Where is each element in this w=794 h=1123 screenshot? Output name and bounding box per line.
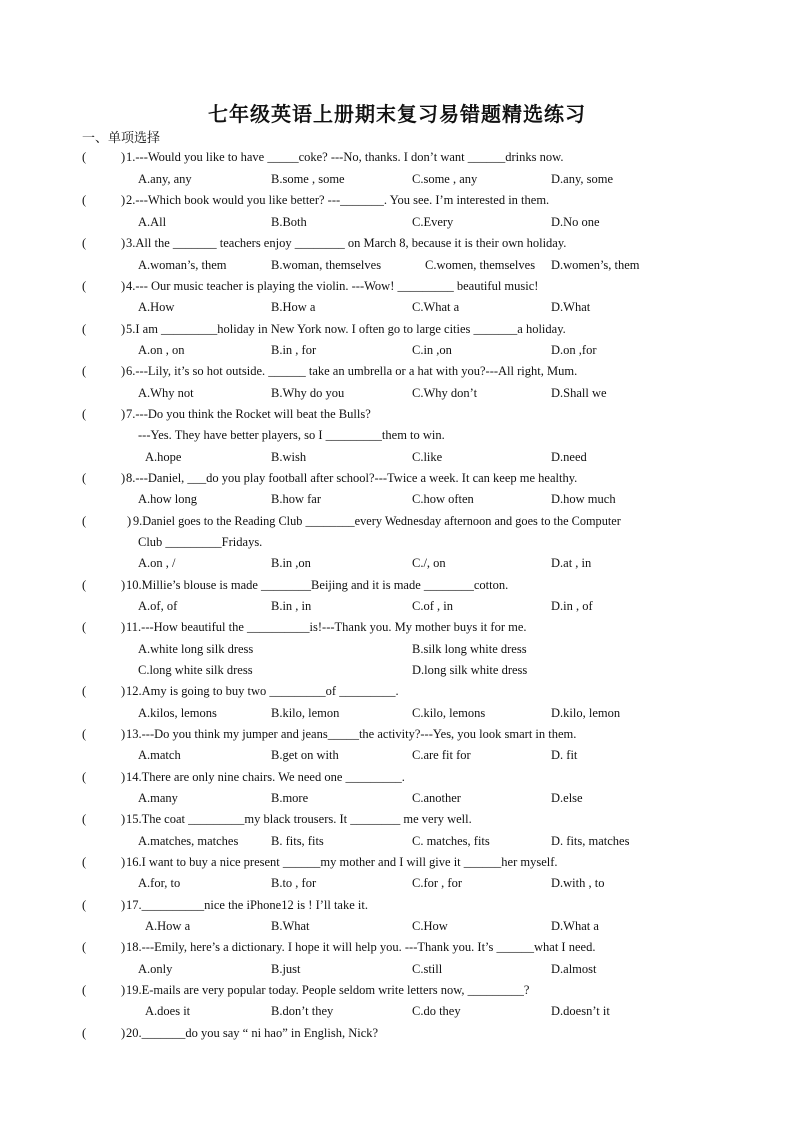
answer-blank-close: ) <box>121 770 126 784</box>
answer-blank-close: ) <box>121 471 126 485</box>
answer-blank-open: ( <box>82 727 87 741</box>
answer-blank-open: ( <box>82 279 87 293</box>
question-stem-continued: ---Yes. They have better players, so I _________them to win. <box>138 428 445 442</box>
answer-blank-close: ) <box>121 855 126 869</box>
option-b: B.wish <box>271 450 307 464</box>
option-b: B.some , some <box>271 172 345 186</box>
answer-blank-open: ( <box>82 578 87 592</box>
option-b: B.What <box>271 919 310 933</box>
option-a: A.many <box>138 791 178 805</box>
option-d: D.Shall we <box>551 386 607 400</box>
option-c: C.of , in <box>412 599 453 613</box>
option-d: D.almost <box>551 962 597 976</box>
question-stem: 12.Amy is going to buy two _________of _________. <box>126 684 399 698</box>
option-c: C.some , any <box>412 172 478 186</box>
page-title: 七年级英语上册期末复习易错题精选练习 <box>208 102 586 126</box>
option-b: B.kilo, lemon <box>271 706 340 720</box>
option-a: A.white long silk dress <box>138 642 254 656</box>
answer-blank-close: ) <box>121 684 126 698</box>
option-d: D.kilo, lemon <box>551 706 621 720</box>
question-stem: 15.The coat _________my black trousers. It ________ me very well. <box>126 812 472 826</box>
option-a: A.does it <box>145 1004 191 1018</box>
question-stem: 4.--- Our music teacher is playing the violin. ---Wow! _________ beautiful music! <box>126 279 539 293</box>
option-d: D.else <box>551 791 583 805</box>
question-stem: 14.There are only nine chairs. We need one _________. <box>126 770 405 784</box>
answer-blank-open: ( <box>82 855 87 869</box>
answer-blank-open: ( <box>82 940 87 954</box>
option-c: C.kilo, lemons <box>412 706 486 720</box>
question-stem: 2.---Which book would you like better? ---_______. You see. I’m interested in them. <box>126 193 550 207</box>
option-b: B.woman, themselves <box>271 258 382 272</box>
option-b: B.don’t they <box>271 1004 334 1018</box>
answer-blank-close: ) <box>121 812 126 826</box>
question-stem: 8.---Daniel, ___do you play football after school?---Twice a week. It can keep me healthy. <box>126 471 578 485</box>
option-b: B.in , in <box>271 599 312 613</box>
option-c: C.Why don’t <box>412 386 478 400</box>
option-a: A.on , / <box>138 556 176 570</box>
question-stem: 1.---Would you like to have _____coke? ---No, thanks. I don’t want ______drinks now. <box>126 150 564 164</box>
option-b: B.get on with <box>271 748 339 762</box>
answer-blank-open: ( <box>82 150 87 164</box>
option-b: B.more <box>271 791 309 805</box>
question-stem: 3.All the _______ teachers enjoy ________ on March 8, because it is their own holiday. <box>126 236 567 250</box>
option-a: A.kilos, lemons <box>138 706 217 720</box>
option-b: B.silk long white dress <box>412 642 527 656</box>
option-c: C.like <box>412 450 443 464</box>
question-stem: 11.---How beautiful the __________is!---Thank you. My mother buys it for me. <box>126 620 527 634</box>
option-d: D.women’s, them <box>551 258 640 272</box>
option-b: B.in , for <box>271 343 317 357</box>
answer-blank-close: ) <box>121 322 126 336</box>
answer-blank-close: ) <box>121 578 126 592</box>
answer-blank-open: ( <box>82 898 87 912</box>
answer-blank-close: ) <box>121 620 126 634</box>
option-c: C.for , for <box>412 876 462 890</box>
option-c: C.are fit for <box>412 748 471 762</box>
answer-blank-close: ) <box>121 1026 126 1040</box>
option-c: C.women, themselves <box>425 258 536 272</box>
option-c: C.another <box>412 791 461 805</box>
question-stem-continued: Club _________Fridays. <box>138 535 263 549</box>
answer-blank-open: ( <box>82 983 87 997</box>
option-a: A.woman’s, them <box>138 258 227 272</box>
question-stem: 13.---Do you think my jumper and jeans_____the activity?---Yes, you look smart in them. <box>126 727 577 741</box>
option-c: C.in ,on <box>412 343 452 357</box>
option-d: D.any, some <box>551 172 614 186</box>
question-stem: 17.__________nice the iPhone12 is ! I’ll take it. <box>126 898 368 912</box>
option-d: D.at , in <box>551 556 592 570</box>
question-stem: 19.E-mails are very popular today. People seldom write letters now, _________? <box>126 983 530 997</box>
option-c: C./, on <box>412 556 446 570</box>
answer-blank-open: ( <box>82 514 87 528</box>
option-a: A.of, of <box>138 599 178 613</box>
option-d: D. fit <box>551 748 578 762</box>
option-d: D.how much <box>551 492 616 506</box>
answer-blank-close: ) <box>121 983 126 997</box>
option-d: D.in , of <box>551 599 593 613</box>
option-d: D.doesn’t it <box>551 1004 610 1018</box>
option-b: B.How a <box>271 300 316 314</box>
option-a: A.how long <box>138 492 198 506</box>
option-c: C.Every <box>412 215 454 229</box>
answer-blank-open: ( <box>82 1026 87 1040</box>
section-heading: 一、单项选择 <box>82 131 161 146</box>
question-stem: 16.I want to buy a nice present ______my mother and I will give it ______her myself. <box>126 855 558 869</box>
option-a: A.only <box>138 962 173 976</box>
option-d: D.No one <box>551 215 600 229</box>
answer-blank-open: ( <box>82 620 87 634</box>
answer-blank-close: ) <box>121 898 126 912</box>
option-c: C.What a <box>412 300 460 314</box>
answer-blank-close: ) <box>127 514 132 528</box>
answer-blank-open: ( <box>82 193 87 207</box>
option-a: A.on , on <box>138 343 185 357</box>
question-stem: 18.---Emily, here’s a dictionary. I hope it will help you. ---Thank you. It’s ______what I need. <box>126 940 596 954</box>
answer-blank-close: ) <box>121 940 126 954</box>
option-d: D.What <box>551 300 591 314</box>
option-d: D.on ,for <box>551 343 597 357</box>
answer-blank-close: ) <box>121 150 126 164</box>
answer-blank-close: ) <box>121 407 126 421</box>
option-b: B.just <box>271 962 301 976</box>
option-a: A.hope <box>145 450 182 464</box>
option-d: D.need <box>551 450 587 464</box>
option-a: A.matches, matches <box>138 834 239 848</box>
option-c: C.do they <box>412 1004 461 1018</box>
option-d: D. fits, matches <box>551 834 630 848</box>
option-a: A.Why not <box>138 386 194 400</box>
question-stem: 9.Daniel goes to the Reading Club ________every Wednesday afternoon and goes to the Computer <box>133 514 621 528</box>
option-a: A.All <box>138 215 167 229</box>
option-a: A.How <box>138 300 175 314</box>
answer-blank-close: ) <box>121 364 126 378</box>
option-b: B.in ,on <box>271 556 311 570</box>
option-d: D.What a <box>551 919 599 933</box>
option-a: A.How a <box>145 919 191 933</box>
option-b: B.how far <box>271 492 321 506</box>
option-c: C.long white silk dress <box>138 663 253 677</box>
answer-blank-close: ) <box>121 193 126 207</box>
option-c: C. matches, fits <box>412 834 490 848</box>
answer-blank-open: ( <box>82 471 87 485</box>
answer-blank-open: ( <box>82 236 87 250</box>
option-c: C.How <box>412 919 448 933</box>
option-b: B. fits, fits <box>271 834 324 848</box>
answer-blank-open: ( <box>82 684 87 698</box>
answer-blank-open: ( <box>82 322 87 336</box>
question-stem: 10.Millie’s blouse is made ________Beijing and it is made ________cotton. <box>126 578 509 592</box>
option-d: D.long silk white dress <box>412 663 528 677</box>
answer-blank-open: ( <box>82 364 87 378</box>
option-c: C.still <box>412 962 443 976</box>
option-a: A.any, any <box>138 172 192 186</box>
question-stem: 7.---Do you think the Rocket will beat the Bulls? <box>126 407 371 421</box>
option-b: B.Both <box>271 215 307 229</box>
option-b: B.to , for <box>271 876 317 890</box>
option-a: A.for, to <box>138 876 181 890</box>
question-stem: 6.---Lily, it’s so hot outside. ______ take an umbrella or a hat with you?---All right, Mum. <box>126 364 578 378</box>
option-b: B.Why do you <box>271 386 345 400</box>
question-stem: 5.I am _________holiday in New York now. I often go to large cities _______a holiday. <box>126 322 566 336</box>
answer-blank-close: ) <box>121 236 126 250</box>
option-c: C.how often <box>412 492 474 506</box>
option-a: A.match <box>138 748 181 762</box>
question-stem: 20._______do you say “ ni hao” in English, Nick? <box>126 1026 379 1040</box>
answer-blank-open: ( <box>82 770 87 784</box>
answer-blank-open: ( <box>82 812 87 826</box>
option-d: D.with , to <box>551 876 605 890</box>
answer-blank-open: ( <box>82 407 87 421</box>
answer-blank-close: ) <box>121 279 126 293</box>
answer-blank-close: ) <box>121 727 126 741</box>
